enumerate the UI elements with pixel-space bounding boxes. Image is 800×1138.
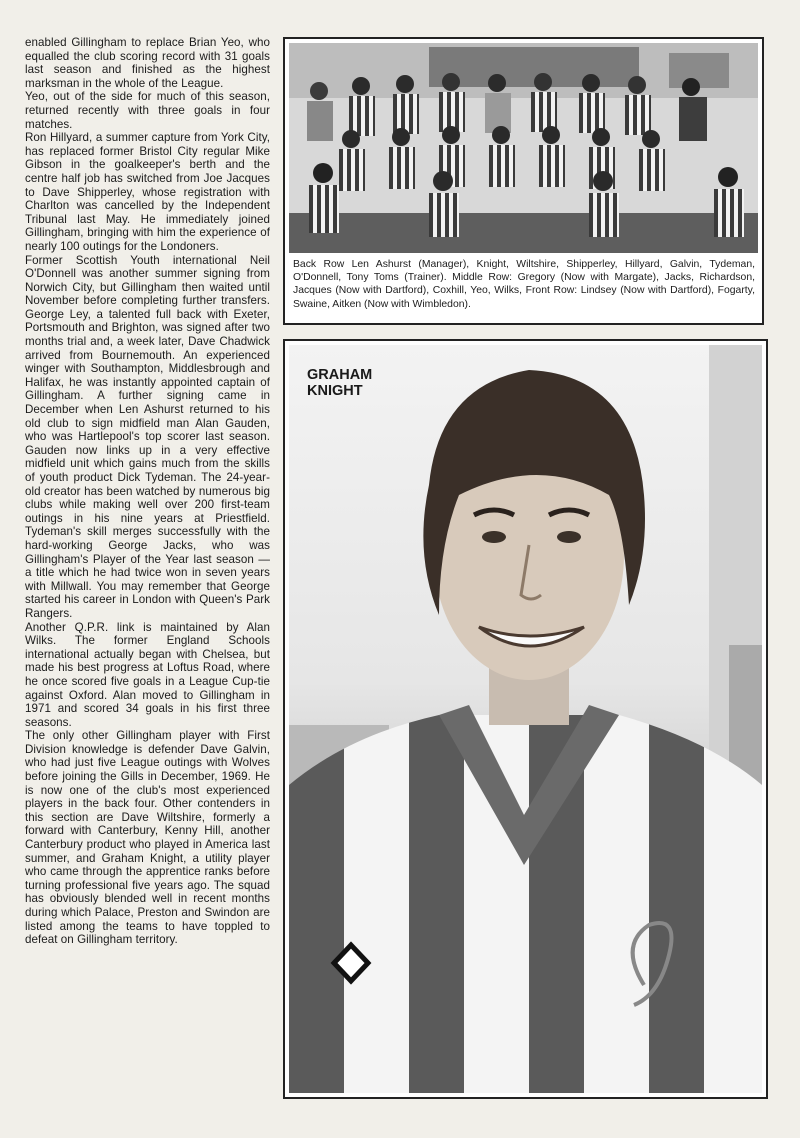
portrait-title: GRAHAM KNIGHT [307, 367, 373, 399]
article-paragraph: Yeo, out of the side for much of this season, returned recently with three goals in four matches. [25, 90, 270, 131]
article-paragraph: enabled Gillingham to replace Brian Yeo, who equalled the club scoring record with 31 goals last season and finished as the highest marksman in the whole of the League. [25, 36, 270, 90]
article-paragraph: Ron Hillyard, a summer capture from York City, has replaced former Bristol City regular Mike Gibson in the goalkeeper's berth and the centre half job has switched from Joe Jacques to Dave Shipperley, whose registration with Charlton was cancelled by the Independent Tribunal last May. He immediately joined Gillingham, bringing with him the experience of nearly 100 outings for the Londoners. [25, 131, 270, 253]
portrait-photo [289, 345, 762, 1093]
team-photo-panel [283, 37, 764, 325]
article-paragraph: The only other Gillingham player with First Division knowledge is defender Dave Galvin, who had just five League outings with Wolves before joining the Gills in December, 1969. He is now one of the club's most experienced players in the back four. Other contenders in this section are Dave Wiltshire, formerly a forward with Canterbury, Kenny Hill, another Canterbury product who played in America last summer, and Graham Knight, a utility player who came through the apprentice ranks before turning professional five years ago. The squad has obviously blended well in recent months during which Palace, Preston and Swindon are listed among the teams to have toppled to defeat on Gillingham territory. [25, 729, 270, 947]
team-photo-caption: Back Row Len Ashurst (Manager), Knight, Wiltshire, Shipperley, Hillyard, Galvin, Tydeman, O'Donnell, Tony Toms (Trainer). Middle Row: Gregory (Now with Margate), Jacks, Richardson, Jacques (Now with Dartford), Coxhill, Yeo, Wilks, Front Row: Lindsey (Now with Dartford), Fogarty, Swaine, Aitken (Now with Wimbledon). [293, 259, 755, 310]
article-paragraph: Another Q.P.R. link is maintained by Alan Wilks. The former England Schools international actually began with Chelsea, but made his best progress at Loftus Road, where he once scored five goals in a League Cup-tie against Oxford. Alan moved to Gillingham in 1971 and scored 34 goals in his first three seasons. [25, 620, 270, 729]
team-photo [289, 43, 758, 253]
team-photo-illustration [289, 43, 758, 253]
article-paragraph: Former Scottish Youth international Neil O'Donnell was another summer signing from Norwich City, but Gillingham then waited until November before completing further transfers. George Ley, a talented full back with Exeter, Portsmouth and Brighton, was signed after two months trial and, a week later, Dave Chadwick arrived from Bournemouth. An experienced winger with Southampton, Middlesbrough and Halifax, he was instantly appointed captain of Gillingham. A further signing came in December when Len Ashurst returned to his old club to sign midfield man Alan Gauden, who was Hartlepool's top scorer last season. Gauden now links up in a very effective midfield unit which gains much from the skills of youth product Dick Tydeman. The 24-year-old creator has been watched by numerous big clubs while making well over 200 first-team outings in his nine years at Priestfield. Tydeman's skill merges successfully with the hard-working George Jacks, who was Gillingham's Player of the Year last season — a title which he had twice won in seven years with Millwall. You may remember that George started his career in London with Queen's Park Rangers. [25, 253, 270, 620]
portrait-panel [283, 339, 768, 1099]
portrait-illustration [289, 345, 762, 1093]
article-column [25, 36, 270, 947]
